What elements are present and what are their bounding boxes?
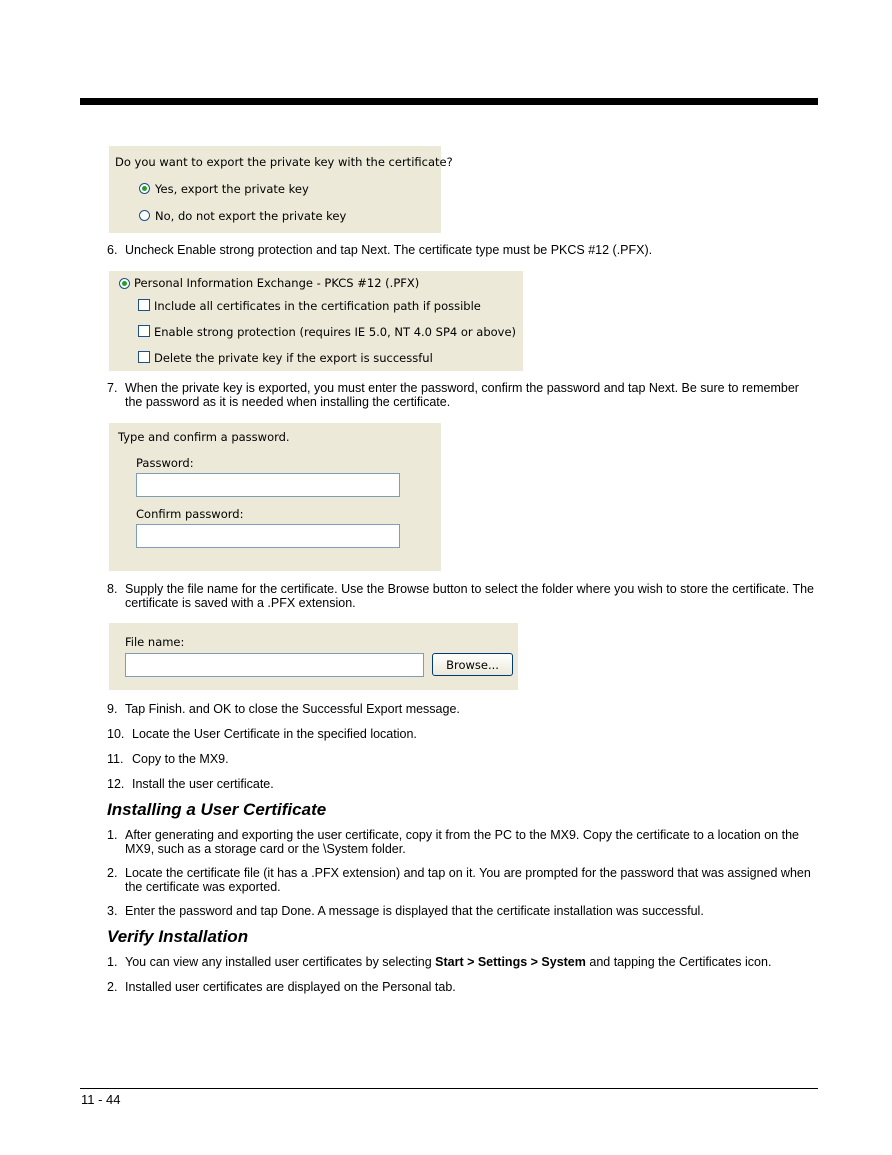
step-11 (107, 752, 819, 766)
step-number: 7. (107, 381, 118, 395)
password-prompt: Type and confirm a password. (118, 430, 290, 444)
browse-button[interactable]: Browse... (432, 653, 513, 676)
step-text: Tap Finish. and OK to close the Successful Export message. (125, 702, 460, 716)
step-number: 2. (107, 866, 118, 880)
section-heading-verify: Verify Installation (107, 927, 249, 946)
file-name-dialog (109, 623, 518, 690)
step-7 (107, 381, 819, 409)
step-text-pre: You can view any installed user certificates by selecting (125, 955, 436, 969)
export-no-radio[interactable] (139, 210, 150, 221)
export-format-dialog (109, 271, 523, 371)
step-text: When the private key is exported, you must enter the password, confirm the password and tap Next. Be sure to remember the password as it is needed when installing the certificate. (125, 381, 799, 409)
confirm-password-input[interactable] (136, 524, 400, 548)
page-number: 11 - 44 (81, 1092, 121, 1107)
password-input[interactable] (136, 473, 400, 497)
step-number: 9. (107, 702, 118, 716)
strong-protection-label[interactable]: Enable strong protection (requires IE 5.0, NT 4.0 SP4 or above) (154, 325, 517, 339)
step-text: Locate the certificate file (it has a .PFX extension) and tap on it. You are prompted for the password that was assigned when the certificate was exported. (125, 866, 811, 894)
step-10 (107, 727, 819, 741)
footer-rule (80, 1088, 818, 1089)
step-number: 1. (107, 955, 118, 969)
step-number: 3. (107, 904, 118, 918)
export-no-label[interactable]: No, do not export the private key (155, 209, 347, 223)
export-yes-radio[interactable] (139, 183, 150, 194)
step-text-post: and tapping the Certificates icon. (585, 955, 772, 969)
delete-key-label[interactable]: Delete the private key if the export is successful (154, 351, 433, 365)
section-heading-installing: Installing a User Certificate (107, 800, 327, 819)
export-yes-label[interactable]: Yes, export the private key (155, 182, 309, 196)
file-name-label: File name: (125, 635, 185, 649)
step-text: Uncheck Enable strong protection and tap Next. The certificate type must be PKCS #12 (.PFX). (125, 243, 653, 257)
strong-protection-checkbox[interactable] (138, 325, 150, 337)
step-text: Install the user certificate. (132, 777, 274, 791)
step-number: 11. (107, 752, 124, 766)
include-all-checkbox[interactable] (138, 299, 150, 311)
step-text: After generating and exporting the user certificate, copy it from the PC to the MX9. Copy the certificate to a location on the MX9, such as a storage card or the \System folder. (125, 828, 799, 856)
password-label: Password: (136, 456, 194, 470)
step-8 (107, 582, 819, 610)
confirm-password-label: Confirm password: (136, 507, 244, 521)
step-number: 12. (107, 777, 125, 791)
step-text (125, 955, 819, 969)
password-dialog (109, 423, 441, 571)
export-key-dialog (109, 146, 453, 233)
verify-step-1 (107, 955, 819, 969)
verify-step-2 (107, 980, 819, 994)
install-step-3 (107, 904, 819, 918)
step-text: Copy to the MX9. (132, 752, 229, 766)
pfx-format-radio[interactable] (119, 278, 130, 289)
step-number: 1. (107, 828, 118, 842)
step-text: Locate the User Certificate in the specified location. (132, 727, 417, 741)
step-number: 6. (107, 243, 118, 257)
step-number: 2. (107, 980, 118, 994)
menu-path: Start > Settings > System (435, 955, 586, 969)
include-all-label[interactable]: Include all certificates in the certification path if possible (154, 299, 481, 313)
step-12 (107, 777, 819, 791)
step-text: Supply the file name for the certificate. Use the Browse button to select the folder where you wish to store the certificate. The certificate is saved with a .PFX extension. (125, 582, 815, 610)
step-9 (107, 702, 819, 716)
header-rule (80, 98, 818, 105)
pfx-format-label[interactable]: Personal Information Exchange - PKCS #12 (.PFX) (134, 276, 420, 290)
step-text: Installed user certificates are displayed on the Personal tab. (125, 980, 456, 994)
install-step-1 (107, 828, 819, 856)
file-name-input[interactable] (125, 653, 424, 677)
delete-key-checkbox[interactable] (138, 351, 150, 363)
step-number: 10. (107, 727, 125, 741)
step-text: Enter the password and tap Done. A message is displayed that the certificate installation was successful. (125, 904, 704, 918)
export-key-question: Do you want to export the private key with the certificate? (115, 155, 453, 169)
step-number: 8. (107, 582, 118, 596)
step-6 (107, 243, 819, 257)
install-step-2 (107, 866, 819, 894)
